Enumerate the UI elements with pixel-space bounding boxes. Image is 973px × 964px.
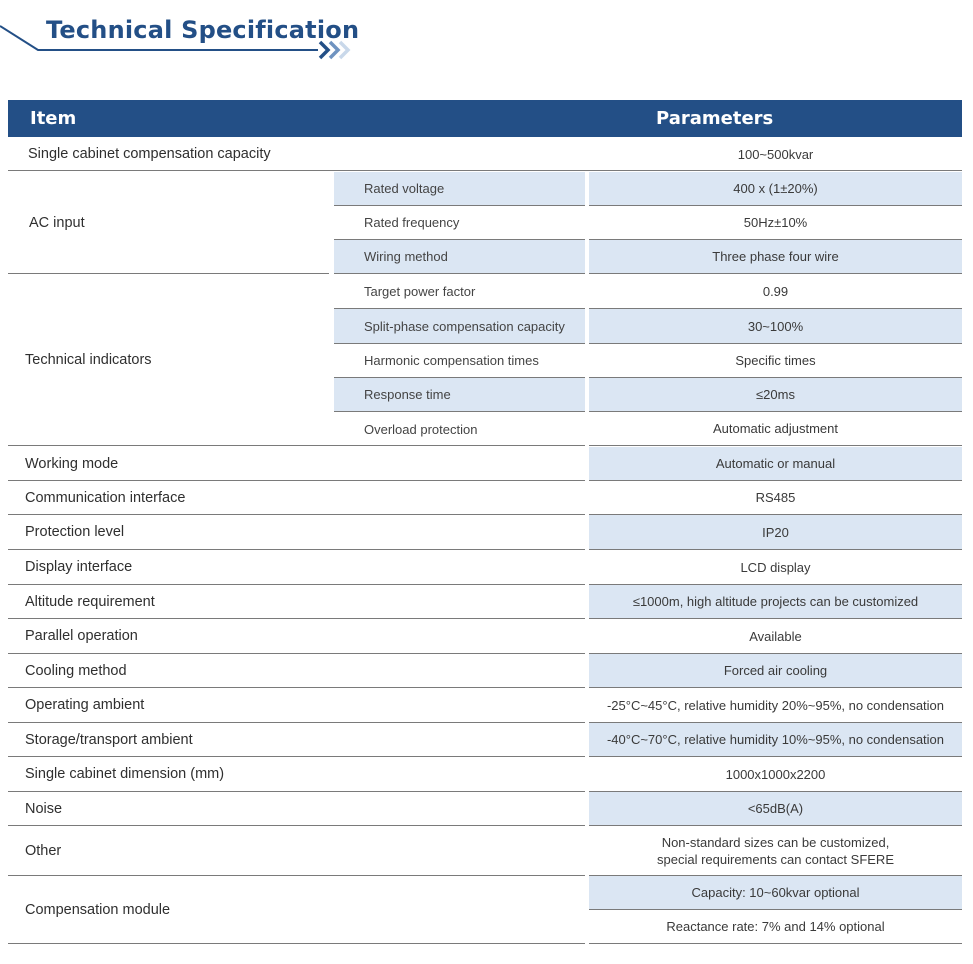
sub-value: ≤20ms (589, 378, 962, 412)
row-value-other (589, 826, 962, 876)
row-label: Cooling method (8, 654, 585, 688)
row-value: IP20 (589, 515, 962, 550)
sub-value: Specific times (589, 344, 962, 378)
row-label: Noise (8, 792, 585, 826)
row-label: Operating ambient (8, 688, 585, 723)
group-label: Technical indicators (25, 352, 152, 368)
sub-label: Rated voltage (334, 172, 585, 206)
sub-value: Capacity: 10~60kvar optional (589, 876, 962, 910)
sub-value: 30~100% (589, 309, 962, 344)
sub-label: Target power factor (334, 275, 585, 309)
row-value: 1000x1000x2200 (589, 757, 962, 792)
row-label: Altitude requirement (8, 585, 585, 619)
row-label: Compensation module (8, 876, 585, 944)
row-value: <65dB(A) (589, 792, 962, 826)
sub-label: Split-phase compensation capacity (334, 309, 585, 344)
row-label: Single cabinet compensation capacity (28, 145, 271, 162)
table-header (8, 100, 962, 137)
row-value: Automatic or manual (589, 447, 962, 481)
sub-label: Wiring method (334, 240, 585, 274)
page-title: Technical Specification (46, 16, 360, 44)
row-label: Other (8, 826, 585, 876)
title-banner (0, 0, 973, 70)
sub-label: Response time (334, 378, 585, 412)
sub-value: 50Hz±10% (589, 206, 962, 240)
sub-value: Three phase four wire (589, 240, 962, 274)
sub-value: 0.99 (589, 275, 962, 309)
sub-value: Automatic adjustment (589, 412, 962, 446)
double-chevron-right-icon (318, 40, 358, 62)
row-value: Forced air cooling (589, 654, 962, 688)
group-label: AC input (29, 214, 85, 231)
row-label: Protection level (8, 515, 585, 550)
row-value: -25°C~45°C, relative humidity 20%~95%, no condensation (589, 688, 962, 723)
sub-value: 400 x (1±20%) (589, 172, 962, 206)
row-value: -40°C~70°C, relative humidity 10%~95%, no condensation (589, 723, 962, 757)
row-value: ≤1000m, high altitude projects can be customized (589, 585, 962, 619)
row-value: LCD display (589, 550, 962, 585)
row-label: Display interface (8, 550, 585, 585)
row-label: Communication interface (8, 481, 585, 515)
row-label: Storage/transport ambient (8, 723, 585, 757)
sub-value: Reactance rate: 7% and 14% optional (589, 910, 962, 944)
value-line: special requirements can contact SFERE (657, 851, 894, 867)
sub-label: Harmonic compensation times (334, 344, 585, 378)
row-value: 100~500kvar (737, 146, 814, 162)
row-value: RS485 (589, 481, 962, 515)
header-item: Item (30, 108, 77, 129)
sub-label: Rated frequency (334, 206, 585, 240)
group-ac-input (8, 172, 329, 274)
row-label: Parallel operation (8, 619, 585, 654)
value-line: Non-standard sizes can be customized, (661, 834, 890, 850)
row-label: Working mode (8, 447, 585, 481)
row-value: Available (589, 619, 962, 654)
header-parameters: Parameters (656, 108, 774, 129)
sub-label: Overload protection (364, 421, 478, 437)
row-label: Single cabinet dimension (mm) (8, 757, 585, 792)
